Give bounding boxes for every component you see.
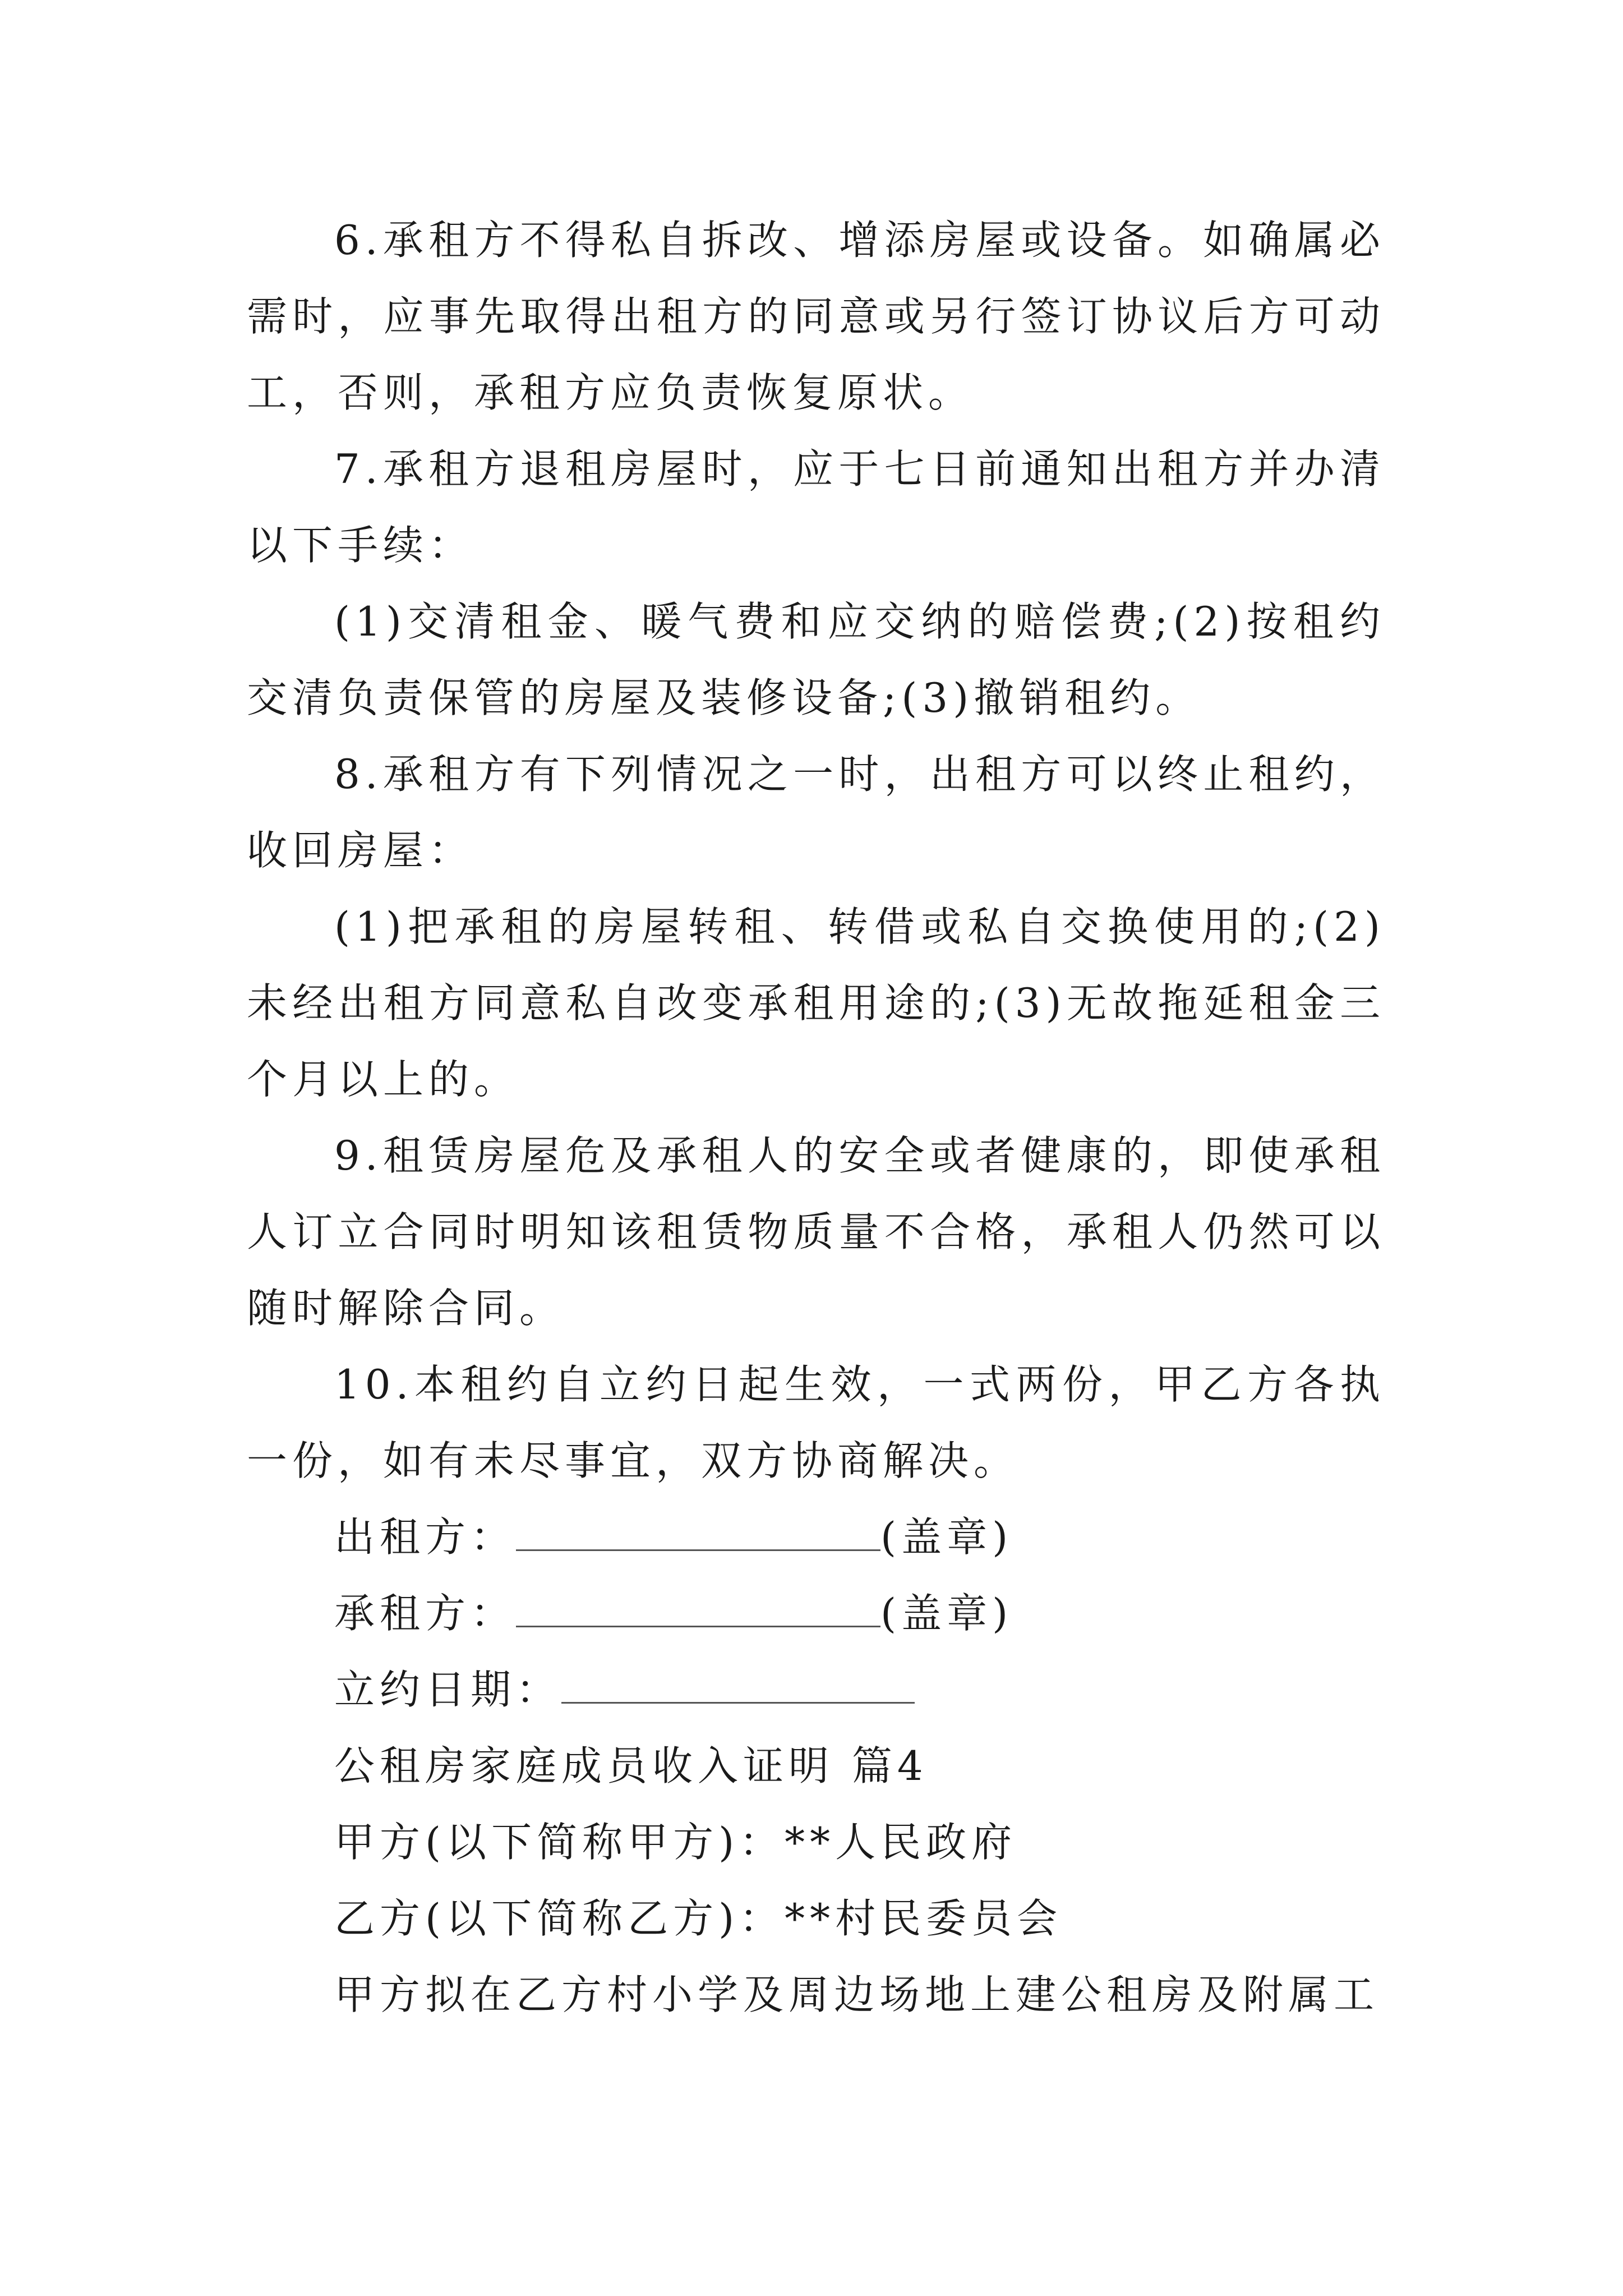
clause-7-items: (1)交清租金、暖气费和应交纳的赔偿费;(2)按租约交清负责保管的房屋及装修设备;(3)撤销租约。 [247, 598, 1385, 721]
contract-date-line [247, 1651, 1385, 1728]
lessor-signature-blank [516, 1507, 880, 1551]
lessee-label: 承租方： [334, 1590, 517, 1637]
party-a: 甲方(以下简称甲方)：**人民政府 [334, 1819, 1017, 1866]
date-label: 立约日期： [334, 1666, 562, 1713]
lessee-signature-line [247, 1575, 1385, 1651]
clause-10: 10.本租约自立约日起生效，一式两份，甲乙方各执一份，如有未尽事宜，双方协商解决。 [247, 1361, 1385, 1484]
lessee-signature-blank [516, 1583, 880, 1627]
lessor-seal-label: (盖章) [880, 1513, 1013, 1561]
clause-7: 7.承租方退租房屋时，应于七日前通知出租方并办清以下手续： [247, 445, 1385, 569]
lessor-signature-line [247, 1499, 1385, 1575]
clause-9: 9.租赁房屋危及承租人的安全或者健康的，即使承租人订立合同时明知该租赁物质量不合格，承租人仍然可以随时解除合同。 [247, 1132, 1385, 1332]
section-intro: 甲方拟在乙方村小学及周边场地上建公租房及附属工 [334, 1971, 1380, 2018]
party-b: 乙方(以下简称乙方)：**村民委员会 [334, 1895, 1063, 1942]
lessee-seal-label: (盖章) [880, 1590, 1013, 1637]
clause-8-items: (1)把承租的房屋转租、转借或私自交换使用的;(2)未经出租方同意私自改变承租用途的;(3)无故拖延租金三个月以上的。 [247, 903, 1385, 1103]
clause-8: 8.承租方有下列情况之一时，出租方可以终止租约，收回房屋： [247, 751, 1385, 874]
document-body [247, 202, 1385, 2033]
lessor-label: 出租方： [334, 1513, 517, 1561]
section-title: 公租房家庭成员收入证明 篇4 [334, 1742, 928, 1789]
date-blank [561, 1659, 915, 1704]
clause-6: 6.承租方不得私自拆改、增添房屋或设备。如确属必需时，应事先取得出租方的同意或另行签订协议后方可动工，否则，承租方应负责恢复原状。 [247, 217, 1385, 416]
